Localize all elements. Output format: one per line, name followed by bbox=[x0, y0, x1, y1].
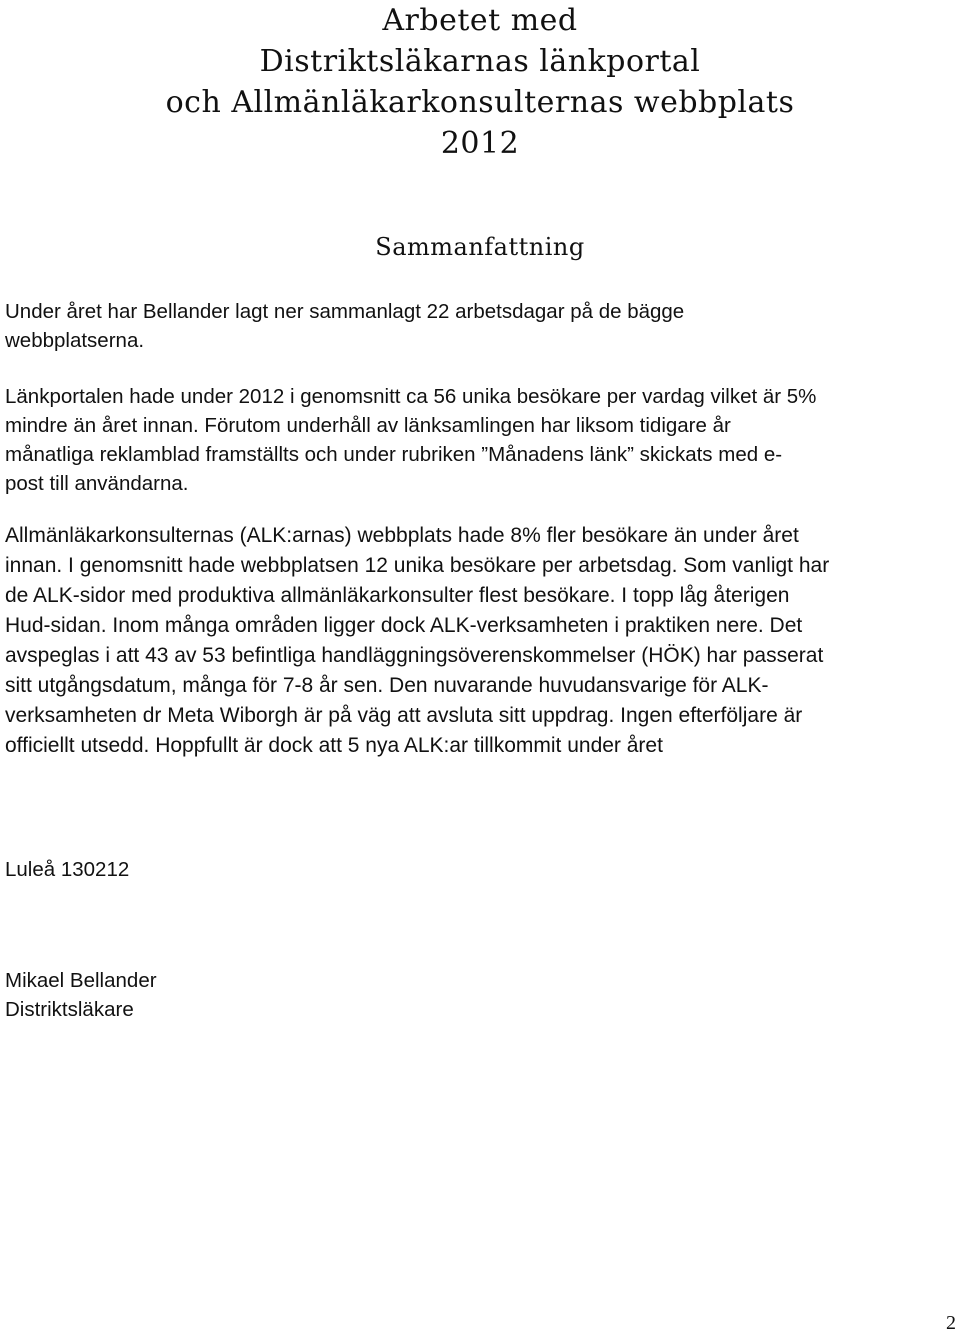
place-date: Luleå 130212 bbox=[5, 858, 130, 881]
summary-heading: Sammanfattning bbox=[375, 233, 585, 261]
paragraph-line: de ALK-sidor med produktiva allmänläkarkonsulter flest besökare. I topp låg återigen bbox=[5, 584, 790, 607]
title-line-2: Distriktsläkarnas länkportal bbox=[259, 44, 701, 79]
paragraph-line: Under året har Bellander lagt ner sammanlagt 22 arbetsdagar på de bägge bbox=[5, 300, 685, 323]
paragraph-line: innan. I genomsnitt hade webbplatsen 12 unika besökare per arbetsdag. Som vanligt har bbox=[5, 554, 830, 577]
signature-name: Mikael Bellander bbox=[5, 969, 157, 992]
paragraph-line: post till användarna. bbox=[5, 472, 189, 495]
paragraph-line: Länkportalen hade under 2012 i genomsnitt ca 56 unika besökare per vardag vilket är 5% bbox=[5, 385, 817, 408]
paragraph-line: månatliga reklamblad framställts och under rubriken ”Månadens länk” skickats med e- bbox=[5, 443, 783, 466]
paragraph-link-portal bbox=[5, 382, 955, 498]
paragraph-line: verksamheten dr Meta Wiborgh är på väg att avsluta sitt uppdrag. Ingen efterföljare är bbox=[5, 704, 803, 727]
paragraph-line: mindre än året innan. Förutom underhåll av länksamlingen har liksom tidigare år bbox=[5, 414, 731, 437]
paragraph-line: officiellt utsedd. Hoppfullt är dock att 5 nya ALK:ar tillkommit under året bbox=[5, 734, 663, 757]
paragraph-line: Hud-sidan. Inom många områden ligger dock ALK-verksamheten i praktiken nere. Det bbox=[5, 614, 803, 637]
page-number: 2 bbox=[946, 1312, 956, 1334]
document-title bbox=[0, 0, 960, 164]
paragraph-workdays bbox=[5, 297, 955, 355]
paragraph-line: Allmänläkarkonsulternas (ALK:arnas) webbplats hade 8% fler besökare än under året bbox=[5, 524, 799, 547]
paragraph-line: webbplatserna. bbox=[5, 329, 145, 352]
paragraph-line: avspeglas i att 43 av 53 befintliga handläggningsöverenskommelser (HÖK) har passerat bbox=[5, 644, 824, 667]
paragraph-line: sitt utgångsdatum, många för 7-8 år sen. Den nuvarande huvudansvarige för ALK- bbox=[5, 674, 769, 697]
signature-role: Distriktsläkare bbox=[5, 998, 134, 1021]
paragraph-alk-website bbox=[5, 521, 955, 761]
title-year: 2012 bbox=[440, 126, 520, 161]
title-line-3: och Allmänläkarkonsulternas webbplats bbox=[165, 85, 795, 120]
title-line-1: Arbetet med bbox=[382, 3, 578, 38]
signature-block bbox=[5, 966, 955, 1024]
